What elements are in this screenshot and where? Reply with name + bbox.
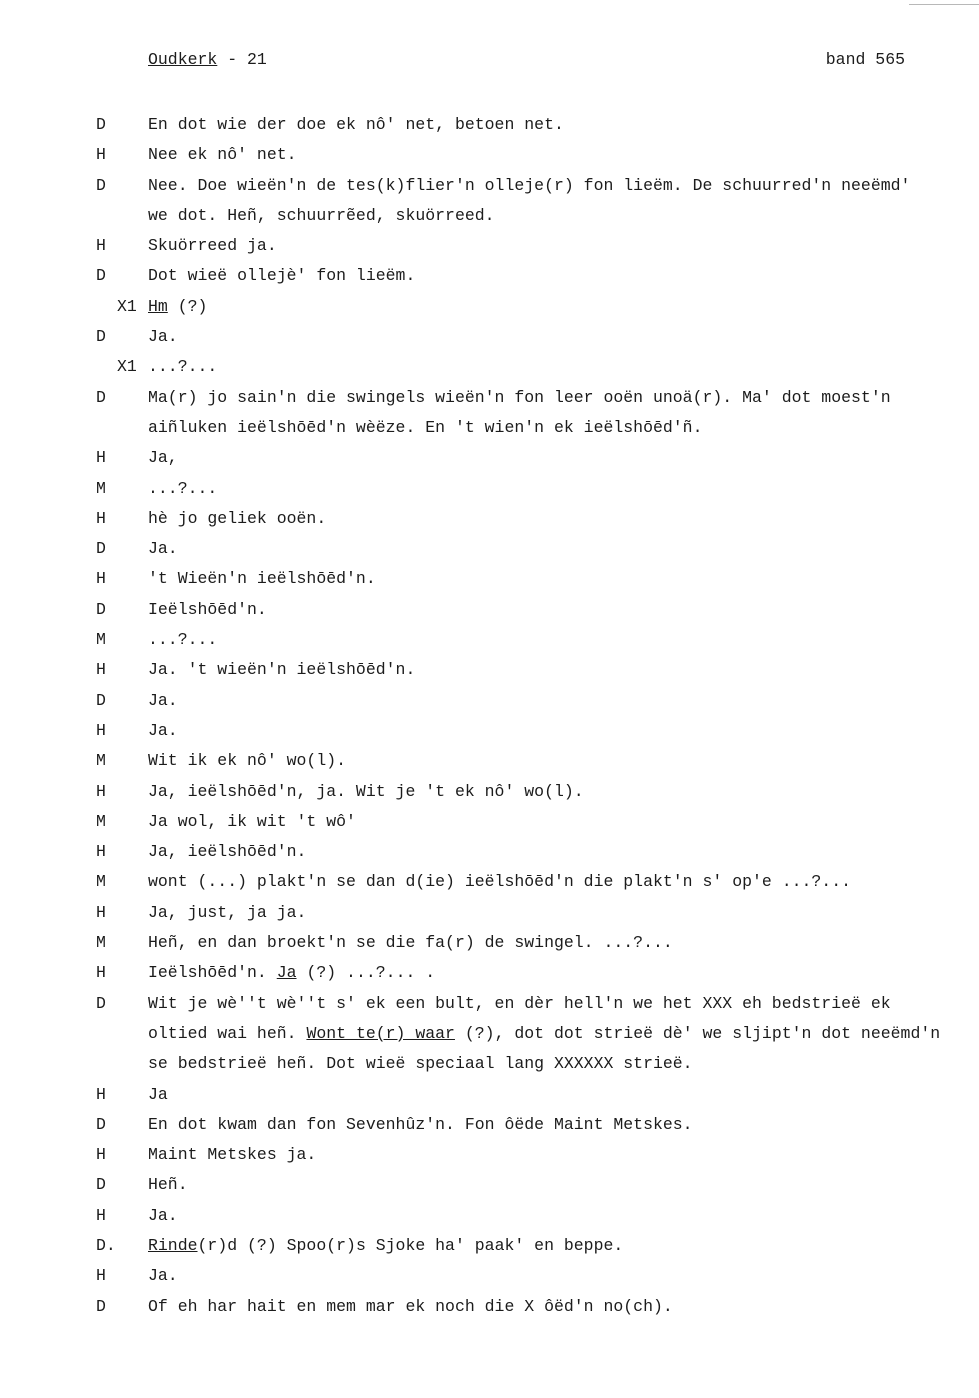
utterance-suffix: (?) ...?... .: [296, 963, 436, 983]
utterance-text: ...?...: [148, 478, 218, 498]
speaker-label: H: [96, 569, 106, 589]
speaker-label: H: [96, 1205, 106, 1225]
speaker-label: H: [96, 720, 106, 740]
transcript-line: [0, 958, 979, 988]
transcript-line: [0, 595, 979, 625]
utterance-text: se bedstrieë heñ. Dot wieë speciaal lang XXXXXX strieë.: [148, 1054, 693, 1074]
transcript-line: [0, 1231, 979, 1261]
utterance-text: Ma(r) jo sain'n die swingels wieën'n fon leer ooën unoä(r). Ma' dot moest'n: [148, 387, 891, 407]
transcript-line: [0, 352, 979, 382]
speaker-label: M: [96, 872, 106, 892]
underlined-text: Wont te(r) waar: [306, 1023, 455, 1043]
speaker-label: H: [96, 1266, 106, 1286]
speaker-label: H: [96, 1084, 106, 1104]
utterance-suffix: (r)d (?) Spoo(r)s Sjoke ha' paak' en beppe.: [197, 1235, 624, 1255]
speaker-label: H: [96, 236, 106, 256]
speaker-label: H: [96, 660, 106, 680]
transcript-line: [0, 716, 979, 746]
utterance-prefix: Ieëlshōēd'n.: [148, 963, 277, 983]
transcript-line: [0, 504, 979, 534]
utterance-text: En dot wie der doe ek nô' net, betoen net.: [148, 115, 564, 134]
transcript-line: [0, 564, 979, 594]
speaker-label: H: [96, 963, 106, 983]
underlined-text: Hm: [148, 296, 168, 316]
transcript-line: [0, 1201, 979, 1231]
speaker-label: D: [96, 266, 106, 286]
utterance-text: ...?...: [148, 630, 218, 650]
utterance-text: Wit ik ek nô' wo(l).: [148, 751, 347, 771]
speaker-label: D: [96, 599, 106, 619]
speaker-label: D.: [96, 1235, 116, 1255]
utterance-text: Nee. Doe wieën'n de tes(k)flier'n olleje(r) fon lieëm. De schuurred'n neeëmd': [148, 175, 911, 195]
speaker-label: M: [96, 933, 106, 953]
utterance-text: Ja wol, ik wit 't wô': [148, 811, 356, 831]
utterance-text: En dot kwam dan fon Sevenhûz'n. Fon ôëde Maint Metskes.: [148, 1114, 693, 1134]
speaker-label: D: [96, 387, 106, 407]
page-header-left: [148, 50, 267, 69]
transcript-line: [0, 1080, 979, 1110]
speaker-label: X1: [117, 357, 137, 377]
speaker-label: M: [96, 811, 106, 831]
transcript-line: [0, 474, 979, 504]
header-place: Oudkerk: [148, 50, 218, 69]
transcript-line: [0, 1292, 979, 1322]
speaker-label: H: [96, 781, 106, 801]
utterance-text: Skuörreed ja.: [148, 236, 277, 256]
utterance-text: Heñ, en dan broekt'n se die fa(r) de swingel. ...?...: [148, 933, 673, 953]
transcript-line: [0, 686, 979, 716]
utterance-text: Ja.: [148, 690, 178, 710]
speaker-label: D: [96, 1175, 106, 1195]
utterance-text: [148, 292, 207, 322]
utterance-text: Maint Metskes ja.: [148, 1145, 317, 1165]
transcript-line: [0, 928, 979, 958]
transcript-line: [0, 534, 979, 564]
underlined-text: Ja: [276, 963, 297, 983]
speaker-label: D: [96, 1296, 106, 1316]
speaker-label: D: [96, 539, 106, 559]
transcript-line: [0, 1170, 979, 1200]
speaker-label: H: [96, 145, 106, 165]
underlined-text: Rinde: [148, 1235, 198, 1255]
utterance-text: wont (...) plakt'n se dan d(ie) ieëlshōēd'n die plakt'n s' op'e ...?...: [148, 872, 852, 892]
top-edge-rule: [909, 4, 979, 5]
transcript-line: [0, 1019, 979, 1049]
utterance-text: Ja.: [148, 539, 178, 559]
transcript-line: [0, 171, 979, 201]
speaker-label: H: [96, 508, 106, 528]
utterance-text: [148, 958, 435, 988]
header-band: band 565: [825, 50, 905, 69]
utterance-prefix: oltied wai heñ.: [148, 1023, 307, 1043]
utterance-text: Ja, ieëlshōēd'n, ja. Wit je 't ek nô' wo(l).: [148, 781, 584, 801]
utterance-text: ...?...: [148, 357, 218, 377]
speaker-label: H: [96, 448, 106, 468]
utterance-suffix: (?): [167, 296, 208, 316]
transcript-line: [0, 110, 979, 140]
utterance-text: Ja. 't wieën'n ieëlshōēd'n.: [148, 660, 416, 680]
speaker-label: D: [96, 115, 106, 134]
utterance-text: Ja, just, ja ja.: [148, 902, 307, 922]
utterance-text: Ja.: [148, 1266, 178, 1286]
speaker-label: X1: [117, 296, 137, 316]
speaker-label: M: [96, 751, 106, 771]
transcript-line: [0, 655, 979, 685]
utterance-text: Heñ.: [148, 1175, 188, 1195]
transcript-line: [0, 898, 979, 928]
speaker-label: H: [96, 842, 106, 862]
speaker-label: D: [96, 175, 106, 195]
transcript-line: [0, 231, 979, 261]
utterance-text: Ja.: [148, 720, 178, 740]
transcript-line: [0, 867, 979, 897]
utterance-text: we dot. Heñ, schuurrẽed, skuörreed.: [148, 205, 495, 225]
utterance-text: [148, 1019, 940, 1049]
transcript-line: [0, 140, 979, 170]
speaker-label: M: [96, 630, 106, 650]
speaker-label: D: [96, 993, 106, 1013]
transcript-line: [0, 837, 979, 867]
utterance-text: aiñluken ieëlshōēd'n wèëze. En 't wien'n ek ieëlshōēd'ñ.: [148, 417, 703, 437]
utterance-text: Ja.: [148, 327, 178, 347]
utterance-text: Ieëlshōēd'n.: [148, 599, 267, 619]
utterance-text: hè jo geliek ooën.: [148, 508, 327, 528]
transcript-line: [0, 1049, 979, 1079]
transcript-line: [0, 322, 979, 352]
utterance-text: Ja,: [148, 448, 178, 468]
utterance-text: Ja: [148, 1084, 168, 1104]
transcript-line: [0, 625, 979, 655]
transcript-line: [0, 777, 979, 807]
transcript-line: [0, 746, 979, 776]
transcript-line: [0, 383, 979, 413]
speaker-label: D: [96, 327, 106, 347]
utterance-text: Dot wieë ollejè' fon lieëm.: [148, 266, 416, 286]
transcript-line: [0, 292, 979, 322]
transcript-lines: [0, 110, 979, 1322]
header-page-number: - 21: [217, 50, 267, 69]
utterance-text: [148, 1231, 623, 1261]
utterance-text: Ja.: [148, 1205, 178, 1225]
speaker-label: D: [96, 1114, 106, 1134]
utterance-text: Nee ek nô' net.: [148, 145, 297, 165]
transcript-line: [0, 989, 979, 1019]
utterance-text: 't Wieën'n ieëlshōēd'n.: [148, 569, 376, 589]
utterance-suffix: (?), dot dot strieë dè' we sljipt'n dot neeëmd'n: [454, 1023, 941, 1043]
transcript-line: [0, 807, 979, 837]
utterance-text: Wit je wè''t wè''t s' ek een bult, en dèr hell'n we het XXX eh bedstrieë ek: [148, 993, 891, 1013]
speaker-label: H: [96, 1145, 106, 1165]
transcript-line: [0, 261, 979, 291]
transcript-line: [0, 413, 979, 443]
speaker-label: H: [96, 902, 106, 922]
transcript-line: [0, 443, 979, 473]
transcript-line: [0, 201, 979, 231]
utterance-text: Of eh har hait en mem mar ek noch die X ôëd'n no(ch).: [148, 1296, 673, 1316]
utterance-text: Ja, ieëlshōēd'n.: [148, 842, 307, 862]
speaker-label: D: [96, 690, 106, 710]
transcript-line: [0, 1140, 979, 1170]
transcript-line: [0, 1261, 979, 1291]
transcript-line: [0, 1110, 979, 1140]
speaker-label: M: [96, 478, 106, 498]
